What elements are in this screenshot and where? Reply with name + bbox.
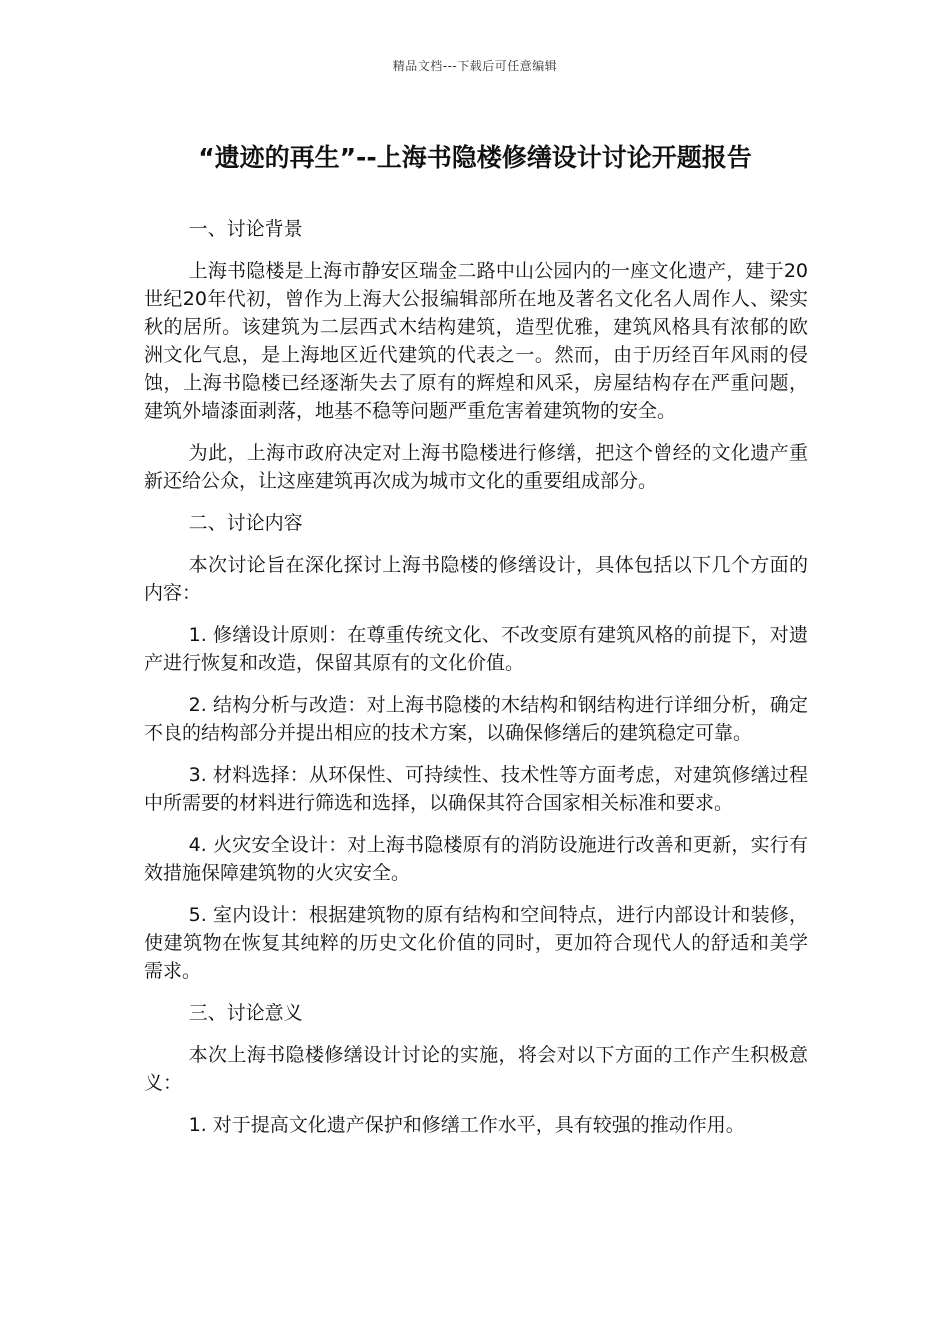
- section-heading-background: 一、讨论背景: [188, 218, 303, 240]
- list-item-content-5: 5. 室内设计：根据建筑物的原有结构和空间特点，进行内部设计和装修，使建筑物在恢复其纯粹的历史文化价值的同时，更加符合现代人的舒适和美学需求。: [144, 904, 808, 982]
- paragraph-content-intro: 本次讨论旨在深化探讨上海书隐楼的修缮设计，具体包括以下几个方面的内容：: [144, 554, 808, 604]
- header-note: 精品文档---下载后可任意编辑: [392, 59, 558, 73]
- list-item-content-3: 3. 材料选择：从环保性、可持续性、技术性等方面考虑，对建筑修缮过程中所需要的材料进行筛选和选择，以确保其符合国家相关标准和要求。: [144, 764, 808, 814]
- list-item-content-4: 4. 火灾安全设计：对上海书隐楼原有的消防设施进行改善和更新，实行有效措施保障建筑物的火灾安全。: [144, 834, 808, 884]
- section-heading-content: 二、讨论内容: [188, 512, 303, 534]
- list-item-significance-1: 1. 对于提高文化遗产保护和修缮工作水平，具有较强的推动作用。: [188, 1114, 745, 1136]
- document-body: [144, 215, 808, 1153]
- document-title: “遗迹的再生”--上海书隐楼修缮设计讨论开题报告: [198, 143, 752, 172]
- list-item-content-1: 1. 修缮设计原则：在尊重传统文化、不改变原有建筑风格的前提下，对遗产进行恢复和改造，保留其原有的文化价值。: [144, 624, 808, 674]
- paragraph-significance-intro: 本次上海书隐楼修缮设计讨论的实施，将会对以下方面的工作产生积极意义：: [144, 1044, 808, 1094]
- paragraph-background-1: 上海书隐楼是上海市静安区瑞金二路中山公园内的一座文化遗产，建于20世纪20年代初，曾作为上海大公报编辑部所在地及著名文化名人周作人、梁实秋的居所。该建筑为二层西式木结构建筑，造型优雅，建筑风格具有浓郁的欧洲文化气息，是上海地区近代建筑的代表之一。然而，由于历经百年风雨的侵蚀，上海书隐楼已经逐渐失去了原有的辉煌和风采，房屋结构存在严重问题，建筑外墙漆面剥落，地基不稳等问题严重危害着建筑物的安全。: [144, 260, 808, 422]
- section-heading-significance: 三、讨论意义: [188, 1002, 303, 1024]
- paragraph-background-2: 为此，上海市政府决定对上海书隐楼进行修缮，把这个曾经的文化遗产重新还给公众，让这座建筑再次成为城市文化的重要组成部分。: [144, 442, 808, 492]
- list-item-content-2: 2. 结构分析与改造：对上海书隐楼的木结构和钢结构进行详细分析，确定不良的结构部分并提出相应的技术方案，以确保修缮后的建筑稳定可靠。: [144, 694, 808, 744]
